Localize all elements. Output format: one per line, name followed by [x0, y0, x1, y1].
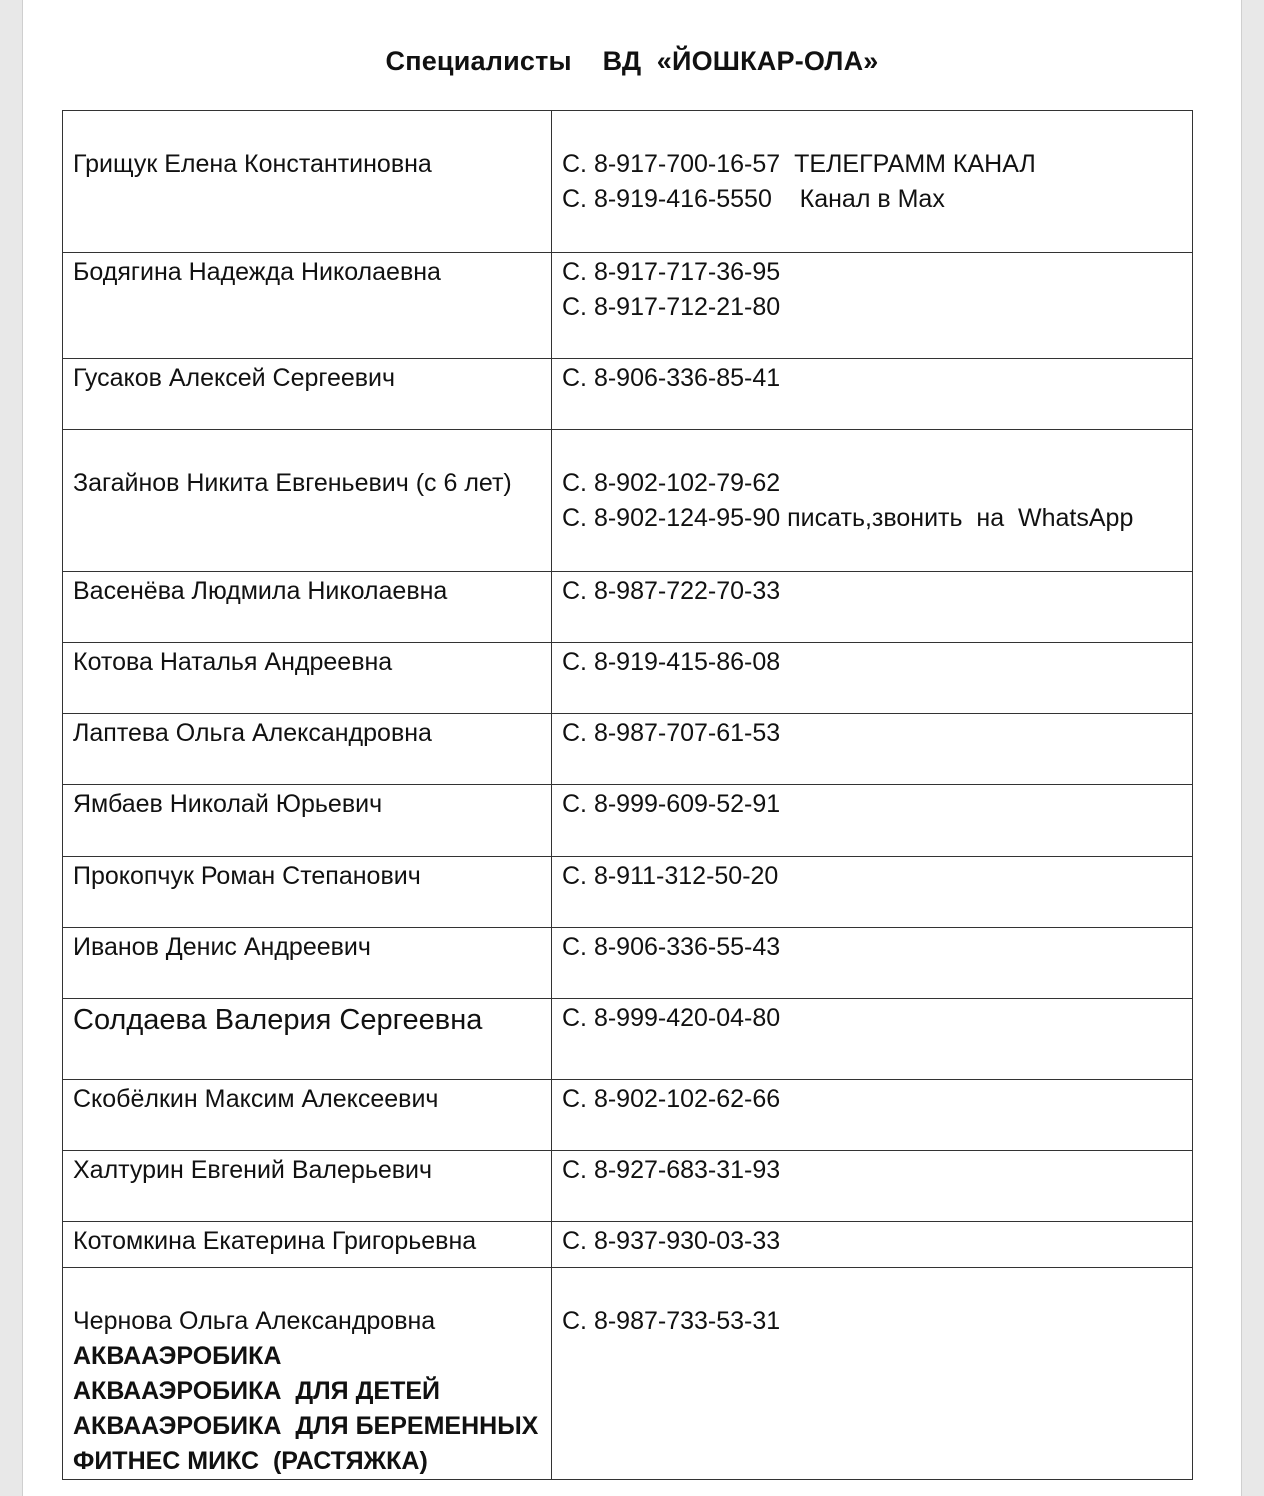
- phone-number: С. 8-919-415-86-08: [562, 648, 781, 676]
- phone-number: С. 8-999-609-52-91: [562, 790, 781, 818]
- specialist-name: Чернова Ольга Александровна: [73, 1307, 436, 1335]
- table-row: [63, 111, 1193, 253]
- specialist-name: Загайнов Никита Евгеньевич (с 6 лет): [73, 469, 512, 497]
- phone-cell: [552, 572, 1193, 643]
- phone-number: С. 8-937-930-03-33: [562, 1227, 781, 1255]
- name-cell: [63, 1151, 552, 1222]
- specialist-name: Прокопчук Роман Степанович: [73, 862, 421, 890]
- phone-cell: [552, 857, 1193, 928]
- activity-note: АКВААЭРОБИКА ДЛЯ БЕРЕМЕННЫХ: [73, 1412, 539, 1440]
- phone-cell: [552, 430, 1193, 572]
- table-row: [63, 430, 1193, 572]
- specialist-name: Бодягина Надежда Николаевна: [73, 258, 441, 286]
- phone-cell: [552, 359, 1193, 430]
- table-row: [63, 785, 1193, 857]
- phone-number: С. 8-987-707-61-53: [562, 719, 781, 747]
- phone-number: С. 8-906-336-85-41: [562, 364, 781, 392]
- phone-number: С. 8-999-420-04-80: [562, 1004, 781, 1032]
- table-row: [63, 643, 1193, 714]
- phone-cell: [552, 111, 1193, 253]
- phone-number: С. 8-917-712-21-80: [562, 293, 781, 321]
- specialist-name: Ямбаев Николай Юрьевич: [73, 790, 383, 818]
- specialist-name: Васенёва Людмила Николаевна: [73, 577, 448, 605]
- table-row: [63, 1268, 1193, 1480]
- specialist-name: Котомкина Екатерина Григорьевна: [73, 1227, 477, 1255]
- page-title: Специалисты ВД «ЙОШКАР-ОЛА»: [385, 46, 879, 76]
- phone-number: С. 8-987-722-70-33: [562, 577, 781, 605]
- specialist-name: Иванов Денис Андреевич: [73, 933, 371, 961]
- phone-number: С. 8-902-102-62-66: [562, 1085, 781, 1113]
- name-cell: [63, 253, 552, 359]
- name-cell: [63, 1222, 552, 1268]
- phone-number: С. 8-902-124-95-90 писать,звонить на WhatsApp: [562, 504, 1134, 532]
- table-row: [63, 857, 1193, 928]
- phone-number: С. 8-919-416-5550 Канал в Max: [562, 185, 945, 213]
- name-cell: [63, 111, 552, 253]
- phone-number: С. 8-917-700-16-57 ТЕЛЕГРАММ КАНАЛ: [562, 150, 1036, 178]
- specialist-name: Скобёлкин Максим Алексеевич: [73, 1085, 439, 1113]
- phone-number: С. 8-906-336-55-43: [562, 933, 781, 961]
- document-page: [22, 0, 1242, 1496]
- phone-cell: [552, 1268, 1193, 1480]
- activity-note: АКВААЭРОБИКА ДЛЯ ДЕТЕЙ: [73, 1377, 440, 1405]
- specialist-name: Гусаков Алексей Сергеевич: [73, 364, 396, 392]
- name-cell: [63, 928, 552, 999]
- name-cell: [63, 359, 552, 430]
- name-cell: [63, 714, 552, 785]
- name-cell: [63, 1080, 552, 1151]
- phone-number: С. 8-917-717-36-95: [562, 258, 781, 286]
- name-cell: [63, 430, 552, 572]
- specialist-name: Халтурин Евгений Валерьевич: [73, 1156, 433, 1184]
- phone-number: С. 8-927-683-31-93: [562, 1156, 781, 1184]
- specialist-name: Солдаева Валерия Сергеевна: [73, 1004, 483, 1036]
- table-row: [63, 359, 1193, 430]
- phone-cell: [552, 643, 1193, 714]
- phone-number: С. 8-902-102-79-62: [562, 469, 781, 497]
- name-cell: [63, 572, 552, 643]
- table-row: [63, 714, 1193, 785]
- phone-cell: [552, 785, 1193, 857]
- phone-cell: [552, 1080, 1193, 1151]
- table-row: [63, 1151, 1193, 1222]
- phone-cell: [552, 253, 1193, 359]
- phone-cell: [552, 999, 1193, 1080]
- phone-cell: [552, 928, 1193, 999]
- specialist-name: Котова Наталья Андреевна: [73, 648, 393, 676]
- name-cell: [63, 785, 552, 857]
- specialist-name: Грищук Елена Константиновна: [73, 150, 432, 178]
- phone-cell: [552, 1151, 1193, 1222]
- name-cell: [63, 999, 552, 1080]
- activity-note: ФИТНЕС МИКС (РАСТЯЖКА): [73, 1447, 428, 1475]
- phone-number: С. 8-911-312-50-20: [562, 862, 779, 890]
- phone-number: С. 8-987-733-53-31: [562, 1307, 781, 1335]
- specialist-name: Лаптева Ольга Александровна: [73, 719, 432, 747]
- table-row: [63, 572, 1193, 643]
- table-row: [63, 999, 1193, 1080]
- table-row: [63, 1222, 1193, 1268]
- phone-cell: [552, 1222, 1193, 1268]
- table-row: [63, 928, 1193, 999]
- table-row: [63, 253, 1193, 359]
- specialists-table: [62, 110, 1193, 1480]
- name-cell: [63, 643, 552, 714]
- activity-note: АКВААЭРОБИКА: [73, 1342, 282, 1370]
- name-cell: [63, 857, 552, 928]
- phone-cell: [552, 714, 1193, 785]
- table-row: [63, 1080, 1193, 1151]
- name-cell: [63, 1268, 552, 1480]
